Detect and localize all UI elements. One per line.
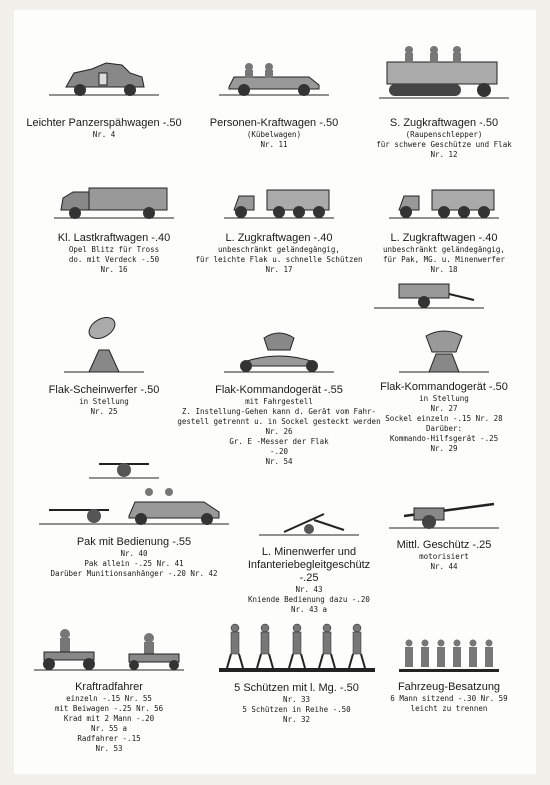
- item-detail: Darüber:: [425, 424, 463, 433]
- item-title: Mittl. Geschütz -.25: [396, 539, 492, 551]
- searchlight-illustration: [19, 310, 189, 384]
- item-detail: Nr. 53: [95, 744, 123, 753]
- item-title: L. Zugkraftwagen -.40: [390, 232, 498, 244]
- item-detail: für leichte Flak u. schnelle Schützen: [195, 255, 363, 264]
- item-title: Kl. Lastkraftwagen -.40: [57, 232, 171, 244]
- item-detail: Z. Instellung-Gehen kann d. Gerät vom Fahr-: [181, 407, 377, 416]
- item-detail: für schwere Geschütze und Flak: [376, 140, 512, 149]
- item-title: Flak-Kommandogerät -.50: [380, 381, 508, 393]
- item-detail: unbeschränkt geländegängig,: [218, 245, 340, 254]
- item-detail: Sockel einzeln -.15 Nr. 28: [385, 414, 503, 423]
- item-detail: Nr. 43: [295, 585, 323, 594]
- medium-gun-illustration: [359, 490, 529, 539]
- item-detail: Nr. 17: [265, 265, 293, 274]
- item-detail: Nr. 11: [260, 140, 288, 149]
- item-title: S. Zugkraftwagen -.50: [389, 117, 499, 129]
- catalog-item-mittl-geschuetz: [359, 490, 529, 572]
- item-detail: Nr. 18: [430, 265, 458, 274]
- item-detail: (Kübelwagen): [246, 130, 302, 139]
- catalog-item-lastkraftwagen: [29, 178, 199, 275]
- catalog-item-flak-kommandogeraet-26: [174, 320, 384, 467]
- item-detail: Gr. E -Messer der Flak: [229, 437, 329, 446]
- halftrack-illustration: [359, 40, 529, 117]
- item-title: Leichter Panzerspähwagen -.50: [26, 117, 182, 129]
- catalog-item-flak-scheinwerfer: [19, 310, 189, 417]
- kuebelwagen-illustration: [189, 55, 359, 117]
- catalog-item-flak-kommandogeraet-27: [359, 322, 529, 454]
- item-title: Personen-Kraftwagen -.50: [209, 117, 339, 129]
- catalog-item-kraftradfahrer: [24, 622, 194, 754]
- director-in-position-illustration: [359, 322, 529, 381]
- item-detail: Radfahrer -.15: [77, 734, 141, 743]
- light-tractor-illustration: [194, 178, 364, 232]
- item-detail: in Stellung: [79, 397, 129, 406]
- item-title: L. Zugkraftwagen -.40: [225, 232, 333, 244]
- item-detail: für Pak, MG. u. Minenwerfer: [383, 255, 505, 264]
- item-detail: (Raupenschlepper): [405, 130, 483, 139]
- item-detail: mit Fahrgestell: [245, 397, 313, 406]
- catalog-page: [14, 10, 536, 774]
- item-detail: do. mit Verdeck -.50: [68, 255, 160, 264]
- item-detail: Nr. 54: [265, 457, 293, 466]
- kommando-hilfsgeraet-illustration: [374, 272, 484, 321]
- catalog-item-s-zugkraftwagen: [359, 40, 529, 160]
- item-title: L. Minenwerfer und: [261, 546, 357, 558]
- director-with-carriage-illustration: [174, 320, 384, 384]
- item-detail: Nr. 43 a: [290, 605, 328, 614]
- item-title: 5 Schützen mit l. Mg. -.50: [234, 682, 359, 694]
- item-detail: Nr. 27: [430, 404, 458, 413]
- catalog-item-schuetzen: [214, 618, 379, 725]
- item-detail: einzeln -.15 Nr. 55: [66, 694, 152, 703]
- item-detail: Krad mit 2 Mann -.20: [63, 714, 155, 723]
- catalog-item-pak: [29, 482, 239, 579]
- catalog-item-kuebelwagen: [189, 55, 359, 150]
- catalog-item-fahrzeug-besatzung: [364, 635, 534, 714]
- item-detail: 6 Mann sitzend -.30 Nr. 59: [390, 694, 508, 703]
- armored-car-illustration: [19, 55, 189, 117]
- motorcycle-illustration: [24, 622, 194, 681]
- infantry-squad-illustration: [214, 618, 379, 682]
- item-detail: unbeschränkt geländegängig,: [383, 245, 505, 254]
- item-detail: 5 Schützen in Reihe -.50: [242, 705, 351, 714]
- item-detail: mit Beiwagen -.25 Nr. 56: [54, 704, 164, 713]
- light-tractor-illustration: [359, 178, 529, 232]
- item-detail: Kommando-Hilfsgerät -.25: [389, 434, 499, 443]
- item-title: Pak mit Bedienung -.55: [76, 536, 192, 548]
- item-detail: Nr. 12: [430, 150, 458, 159]
- item-detail: Nr. 33: [282, 695, 311, 704]
- catalog-item-l-zugkraftwagen-18: [359, 178, 529, 275]
- catalog-item-panzerspaehwagen: [19, 55, 189, 140]
- item-detail: Nr. 44: [430, 562, 458, 571]
- item-detail: Nr. 4: [92, 130, 116, 139]
- item-detail: Nr. 32: [282, 715, 311, 724]
- item-detail: Nr. 26: [265, 427, 293, 436]
- item-detail: Kniende Bedienung dazu -.20: [248, 595, 370, 604]
- item-detail: Darüber Munitionsanhänger -.20 Nr. 42: [50, 569, 218, 578]
- item-detail: -.20: [269, 447, 289, 456]
- item-detail: Nr. 16: [100, 265, 128, 274]
- catalog-item-l-zugkraftwagen-17: [194, 178, 364, 275]
- truck-illustration: [29, 178, 199, 232]
- item-subtitle: Infanteriebegleitgeschütz: [247, 559, 371, 571]
- item-detail: Nr. 25: [90, 407, 118, 416]
- item-title: Kraftradfahrer: [75, 681, 143, 693]
- item-title: Fahrzeug-Besatzung: [397, 681, 501, 693]
- item-detail: Nr. 29: [430, 444, 458, 453]
- item-title: Flak-Scheinwerfer -.50: [48, 384, 160, 396]
- item-detail: in Stellung: [419, 394, 469, 403]
- item-title: Flak-Kommandogerät -.55: [215, 384, 343, 396]
- item-detail: Opel Blitz für Tross: [68, 245, 160, 254]
- seated-crew-illustration: [364, 635, 534, 681]
- pak-with-tractor-illustration: [29, 482, 239, 536]
- item-detail: motorisiert: [419, 552, 469, 561]
- item-detail: Pak allein -.25 Nr. 41: [84, 559, 184, 568]
- item-price: -.25: [299, 572, 319, 584]
- item-detail: Nr. 40: [120, 549, 148, 558]
- item-detail: gestell getrennt u. in Sockel gesteckt werden: [177, 417, 381, 426]
- item-detail: Nr. 55 a: [90, 724, 128, 733]
- item-detail: leicht zu trennen: [410, 704, 488, 713]
